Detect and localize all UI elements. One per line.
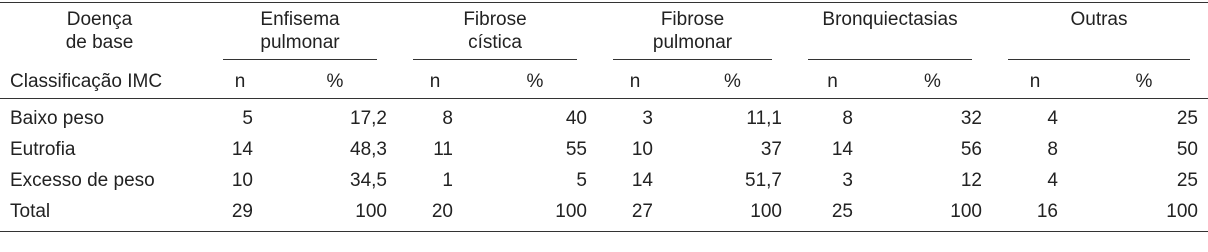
cell-n: 10 bbox=[231, 170, 253, 191]
cell-n: 3 bbox=[842, 170, 853, 191]
row-label: Excesso de peso bbox=[10, 170, 155, 191]
cell-n: 3 bbox=[642, 108, 653, 129]
cell-percent: 55 bbox=[565, 139, 587, 160]
subheader-percent: % bbox=[675, 64, 790, 99]
cell-percent: 100 bbox=[555, 201, 587, 222]
header-group-bronchiectasis bbox=[790, 3, 990, 65]
table-row bbox=[0, 134, 1208, 165]
header-line: Fibrose bbox=[463, 9, 527, 30]
subheader-n: n bbox=[990, 64, 1080, 99]
cell-n: 8 bbox=[442, 108, 453, 129]
group-underline bbox=[223, 59, 377, 60]
group-underline bbox=[808, 59, 972, 60]
cell-percent: 37 bbox=[760, 139, 782, 160]
header-base-disease bbox=[0, 3, 205, 65]
cell-percent: 50 bbox=[1176, 139, 1198, 160]
table-row bbox=[0, 196, 1208, 232]
subheader-percent: % bbox=[475, 64, 595, 99]
row-label: Baixo peso bbox=[10, 108, 105, 129]
cell-n: 8 bbox=[842, 108, 853, 129]
cell-percent: 5 bbox=[576, 170, 587, 191]
cell-percent: 17,2 bbox=[350, 108, 387, 129]
cell-percent: 11,1 bbox=[746, 108, 782, 129]
header-line: de base bbox=[65, 32, 134, 53]
cell-percent: 34,5 bbox=[350, 170, 387, 191]
cell-percent: 12 bbox=[960, 170, 982, 191]
cell-n: 25 bbox=[831, 201, 853, 222]
header-line: Enfisema bbox=[260, 9, 340, 30]
cell-percent: 100 bbox=[355, 201, 387, 222]
cell-n: 11 bbox=[433, 139, 453, 160]
cell-n: 20 bbox=[431, 201, 453, 222]
cell-n: 16 bbox=[1036, 201, 1058, 222]
subheader-n: n bbox=[205, 64, 275, 99]
cell-percent: 48,3 bbox=[350, 139, 387, 160]
group-underline bbox=[613, 59, 772, 60]
subheader-percent: % bbox=[1080, 64, 1208, 99]
cell-n: 5 bbox=[242, 108, 253, 129]
header-line: pulmonar bbox=[260, 32, 340, 53]
cell-percent: 25 bbox=[1176, 170, 1198, 191]
cell-n: 14 bbox=[231, 139, 253, 160]
subheader-n: n bbox=[790, 64, 875, 99]
cell-n: 4 bbox=[1047, 108, 1058, 129]
subheader-percent: % bbox=[275, 64, 395, 99]
header-group-emphysema bbox=[205, 3, 395, 65]
group-underline bbox=[413, 59, 577, 60]
cell-n: 8 bbox=[1047, 139, 1058, 160]
cell-n: 1 bbox=[442, 170, 453, 191]
bmi-by-disease-table bbox=[0, 2, 1208, 232]
cell-n: 14 bbox=[831, 139, 853, 160]
table-row bbox=[0, 99, 1208, 135]
cell-percent: 100 bbox=[950, 201, 982, 222]
row-label: Total bbox=[10, 201, 51, 222]
cell-percent: 40 bbox=[565, 108, 587, 129]
header-line: Doença bbox=[66, 9, 133, 30]
subheader-n: n bbox=[395, 64, 475, 99]
header-group-other bbox=[990, 3, 1208, 65]
cell-percent: 56 bbox=[960, 139, 982, 160]
cell-percent: 100 bbox=[750, 201, 782, 222]
subheader-n: n bbox=[595, 64, 675, 99]
group-underline bbox=[1008, 59, 1190, 60]
cell-percent: 100 bbox=[1166, 201, 1198, 222]
table-body bbox=[0, 99, 1208, 232]
cell-n: 4 bbox=[1047, 170, 1058, 191]
header-group-pulmonary-fibrosis bbox=[595, 3, 790, 65]
cell-n: 29 bbox=[231, 201, 253, 222]
cell-n: 14 bbox=[631, 170, 653, 191]
header-line: Bronquiectasias bbox=[822, 9, 958, 30]
header-line: Outras bbox=[1070, 9, 1128, 30]
cell-n: 10 bbox=[631, 139, 653, 160]
subheader-percent: % bbox=[875, 64, 990, 99]
header-group-cystic-fibrosis bbox=[395, 3, 595, 65]
header-line: pulmonar bbox=[652, 32, 733, 53]
subheader-bmi-classification: Classificação IMC bbox=[0, 64, 205, 99]
subheader-row bbox=[0, 64, 1208, 99]
row-label: Eutrofia bbox=[10, 139, 76, 160]
header-line: Fibrose bbox=[660, 9, 725, 30]
cell-percent: 51,7 bbox=[745, 170, 782, 191]
table-row bbox=[0, 165, 1208, 196]
header-line: cística bbox=[468, 32, 522, 53]
cell-percent: 25 bbox=[1176, 108, 1198, 129]
group-header-row bbox=[0, 3, 1208, 65]
cell-n: 27 bbox=[631, 201, 653, 222]
cell-percent: 32 bbox=[960, 108, 982, 129]
